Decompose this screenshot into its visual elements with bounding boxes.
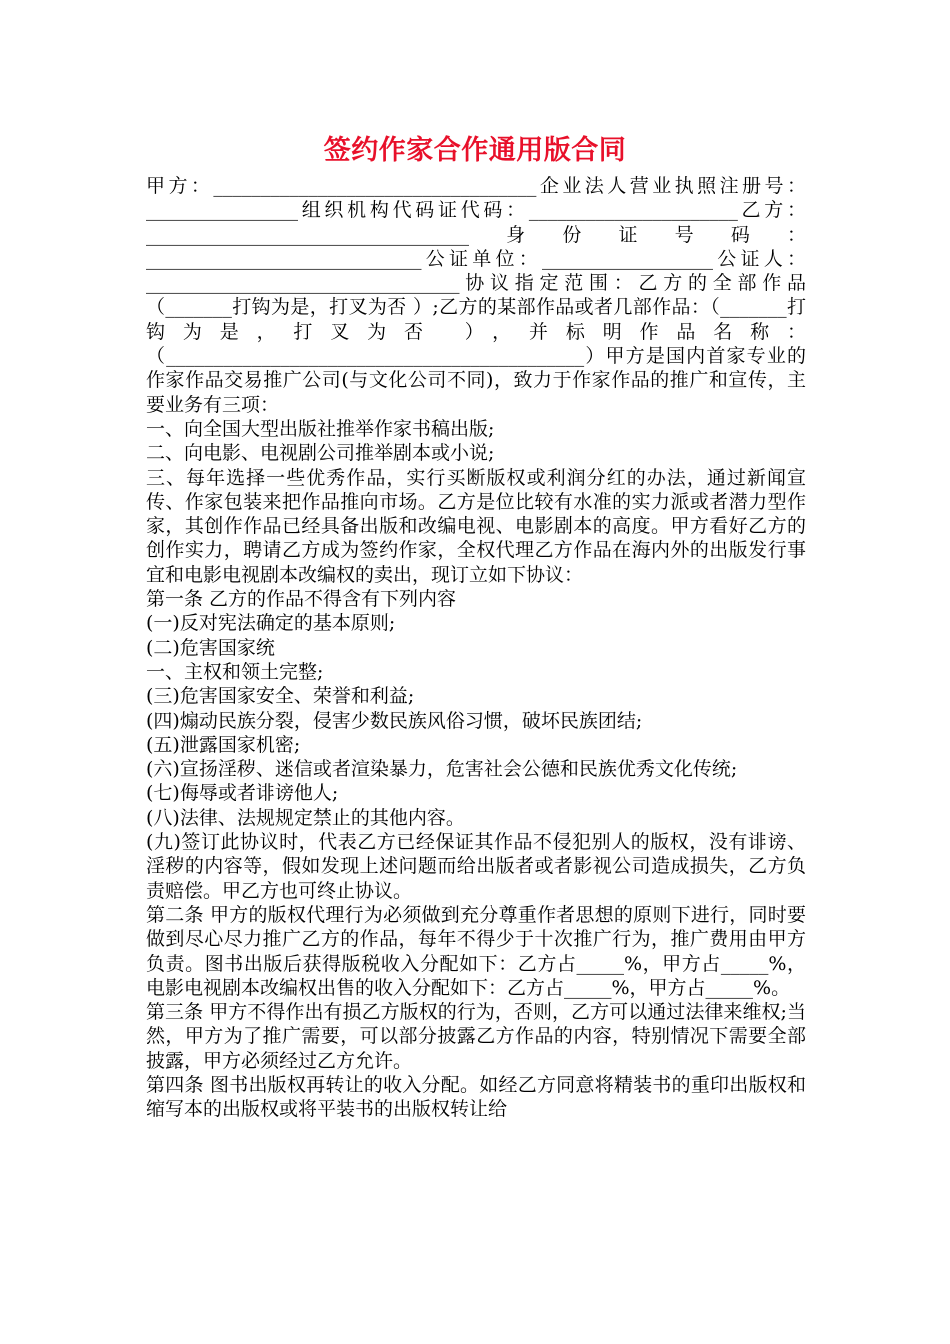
paragraph: 一、主权和领土完整; <box>146 660 324 683</box>
paragraph: 二、向电影、电视剧公司推举剧本或小说; <box>146 442 495 465</box>
paragraph: 三、每年选择一些优秀作品，实行买断版权或利润分红的办法，通过新闻宣传、作家包装来把作品推向市场。乙方是位比较有水准的实力派或者潜力型作家，其创作作品已经具备出版和改编电视、电影剧本的高度。甲方看好乙方的创作实力，聘请乙方成为签约作家，全权代理乙方作品在海内外的出版发行事宜和电影电视剧本改编权的卖出，现订立如下协议： <box>146 466 806 586</box>
paragraph: 一、向全国大型出版社推举作家书稿出版; <box>146 417 495 440</box>
paragraph: (八)法律、法规规定禁止的其他内容。 <box>146 806 465 829</box>
paragraph: 第四条 图书出版权再转让的收入分配。如经乙方同意将精装书的重印出版权和缩写本的出版权或将平装书的出版权转让给 <box>146 1073 806 1121</box>
paragraph: (三)危害国家安全、荣誉和利益; <box>146 685 415 708</box>
document-title: 签约作家合作通用版合同 <box>323 135 627 166</box>
paragraph: 第一条 乙方的作品不得含有下列内容 <box>146 588 457 611</box>
paragraph: (七)侮辱或者诽谤他人; <box>146 782 339 805</box>
paragraph: (一)反对宪法确定的基本原则; <box>146 612 396 635</box>
paragraph: (九)签订此协议时，代表乙方已经保证其作品不侵犯别人的版权，没有诽谤、淫秽的内容等，假如发现上述问题而给出版者或者影视公司造成损失，乙方负责赔偿。甲乙方也可终止协议。 <box>146 831 806 902</box>
paragraph: (六)宣扬淫秽、迷信或者渲染暴力，危害社会公德和民族优秀文化传统; <box>146 758 738 781</box>
document-body <box>146 174 806 1122</box>
paragraph: 甲方：__________________________________企业法人营业执照注册号：________________组织机构代码证代码：______________________乙方：__________________________________身份证号码：_____________________________公证单位：__________________公证人：_________________________________协议指定范围：乙方的全部作品 （_______打钩为是，打叉为否 ）;乙方的某部作品或者几部作品：（_______打钩为是，打叉为否 ），并标明作品名称：（____________________________________________）甲方是国内首家专业的作家作品交易推广公司(与文化公司不同)，致力于作家作品的推广和宣传，主要业务有三项： <box>146 175 806 416</box>
paragraph: 第二条 甲方的版权代理行为必须做到充分尊重作者思想的原则下进行，同时要做到尽心尽力推广乙方的作品，每年不得少于十次推广行为，推广费用由甲方负责。图书出版后获得版税收入分配如下：乙方占_____%，甲方占_____%，电影电视剧本改编权出售的收入分配如下：乙方占_____%，甲方占_____%。 <box>146 903 806 999</box>
paragraph: (四)煽动民族分裂，侵害少数民族风俗习惯，破坏民族团结; <box>146 709 643 732</box>
paragraph: (五)泄露国家机密; <box>146 733 301 756</box>
paragraph: (二)危害国家统 <box>146 636 275 659</box>
paragraph: 第三条 甲方不得作出有损乙方版权的行为，否则，乙方可以通过法律来维权;当然，甲方为了推广需要，可以部分披露乙方作品的内容，特别情况下需要全部披露，甲方必须经过乙方允许。 <box>146 1001 806 1072</box>
